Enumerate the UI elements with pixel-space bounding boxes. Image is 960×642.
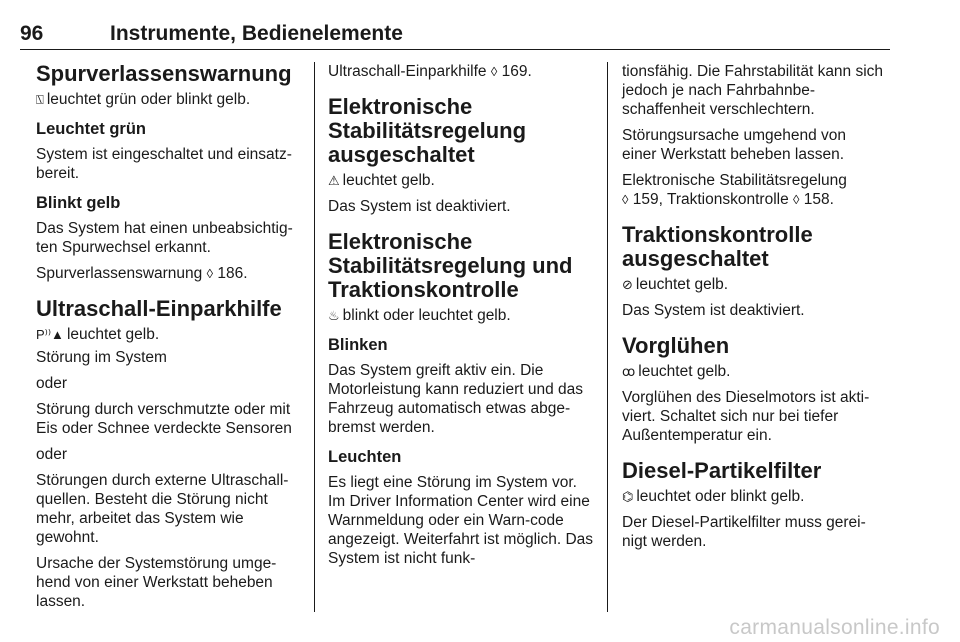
- cross-reference[interactable]: Elektronische Stabilitätsregelung: [622, 172, 847, 189]
- ref-page: 186.: [217, 265, 248, 282]
- text: Der Diesel-Partikelfilter muss gerei-nigt werden.: [622, 514, 866, 550]
- particle-filter-icon: ⌬: [622, 489, 634, 504]
- ref-arrow-icon: ◊: [622, 192, 629, 207]
- text: Störung durch verschmutzte oder mit Eis oder Schnee verdeckte Sensoren: [36, 401, 292, 437]
- cross-reference[interactable]: Traktionskontrolle: [666, 191, 789, 208]
- heading-ultraschall: Ultraschall-Einparkhilfe: [36, 296, 282, 321]
- text: Das System hat einen unbeabsichtig-ten Spurwechsel erkannt.: [36, 220, 293, 256]
- text: leuchtet gelb.: [638, 363, 731, 380]
- heading-blinkt-gelb: Blinkt gelb: [36, 194, 121, 212]
- text: tionsfähig. Die Fahrstabilität kann sich jedoch je nach Fahrbahnbe-schaffenheit verschlechtern.: [622, 63, 884, 118]
- column-divider: [607, 62, 608, 612]
- text: Vorglühen des Dieselmotors ist akti-viert. Schaltet sich nur bei tiefer Außentemperatur ein.: [622, 389, 870, 444]
- ref-page: 158.: [803, 191, 834, 208]
- glow-plug-icon: ꝏ: [622, 364, 636, 379]
- text: Ursache der Systemstörung umge-hend von einer Werkstatt beheben lassen.: [36, 555, 277, 610]
- text: Das System ist deaktiviert.: [328, 198, 511, 215]
- ref-page: 169.: [501, 63, 532, 80]
- cross-reference[interactable]: Ultraschall-Einparkhilfe: [328, 63, 487, 80]
- text: Störung im System: [36, 349, 167, 366]
- ref-arrow-icon: ◊: [793, 192, 800, 207]
- text: leuchtet gelb.: [342, 172, 435, 189]
- text: oder: [36, 375, 68, 392]
- text: leuchtet grün oder blinkt gelb.: [46, 91, 251, 108]
- column-divider: [314, 62, 315, 612]
- heading-blinken: Blinken: [328, 336, 388, 354]
- park-assist-icon: P⁾⁾▲: [36, 327, 64, 342]
- page-number: 96: [20, 22, 44, 45]
- page-title: Instrumente, Bedienelemente: [110, 22, 403, 45]
- column-2: [328, 62, 594, 608]
- heading-diesel-partikelfilter: Diesel-Partikelfilter: [622, 458, 822, 483]
- text: blinkt oder leuchtet gelb.: [342, 307, 511, 324]
- text: Es liegt eine Störung im System vor. Im Driver Information Center wird eine Warnmeldung oder ein Warn-code angezeigt. Weiterfahrt ist möglich. Das System ist nicht funk-: [328, 474, 594, 567]
- text: leuchtet gelb.: [66, 326, 160, 343]
- text: oder: [36, 446, 68, 463]
- ref-arrow-icon: ◊: [206, 266, 214, 281]
- ref-page: 159,: [632, 191, 663, 208]
- watermark: carmanualsonline.info: [729, 616, 940, 639]
- column-1: [36, 62, 302, 608]
- column-3: [622, 62, 884, 608]
- lane-departure-icon: ⍂: [36, 92, 44, 107]
- esp-off-icon: ⚠: [328, 173, 340, 188]
- text: Das System ist deaktiviert.: [622, 302, 805, 319]
- heading-spurverlassenswarnung: Spurverlassenswarnung: [36, 61, 292, 86]
- text: Störungen durch externe Ultraschall-quellen. Besteht die Störung nicht mehr, arbeitet das System wie gewohnt.: [36, 472, 289, 546]
- ref-arrow-icon: ◊: [490, 64, 498, 79]
- heading-vorgluehen: Vorglühen: [622, 333, 730, 358]
- heading-traktion-aus: Traktionskontrolle ausgeschaltet: [622, 222, 813, 271]
- text: leuchtet oder blinkt gelb.: [636, 488, 805, 505]
- text: leuchtet gelb.: [635, 276, 729, 293]
- heading-leuchten: Leuchten: [328, 448, 402, 466]
- heading-esp-ausgeschaltet: Elektronische Stabilitätsregelung ausgeschaltet: [328, 94, 527, 167]
- heading-leuchtet-gruen: Leuchtet grün: [36, 120, 146, 138]
- text: System ist eingeschaltet und einsatz-bereit.: [36, 146, 292, 182]
- heading-esp-traktion: Elektronische Stabilitätsregelung und Traktionskontrolle: [328, 229, 573, 302]
- text: Das System greift aktiv ein. Die Motorleistung kann reduziert und das Fahrzeug automatisch etwas abge-bremst werden.: [328, 362, 584, 436]
- text: Störungsursache umgehend von einer Werkstatt beheben lassen.: [622, 127, 847, 163]
- traction-off-icon: ⊘: [622, 277, 633, 292]
- cross-reference[interactable]: Spurverlassenswarnung: [36, 265, 203, 282]
- esp-tc-icon: ♨: [328, 308, 340, 323]
- page-header: [20, 22, 890, 50]
